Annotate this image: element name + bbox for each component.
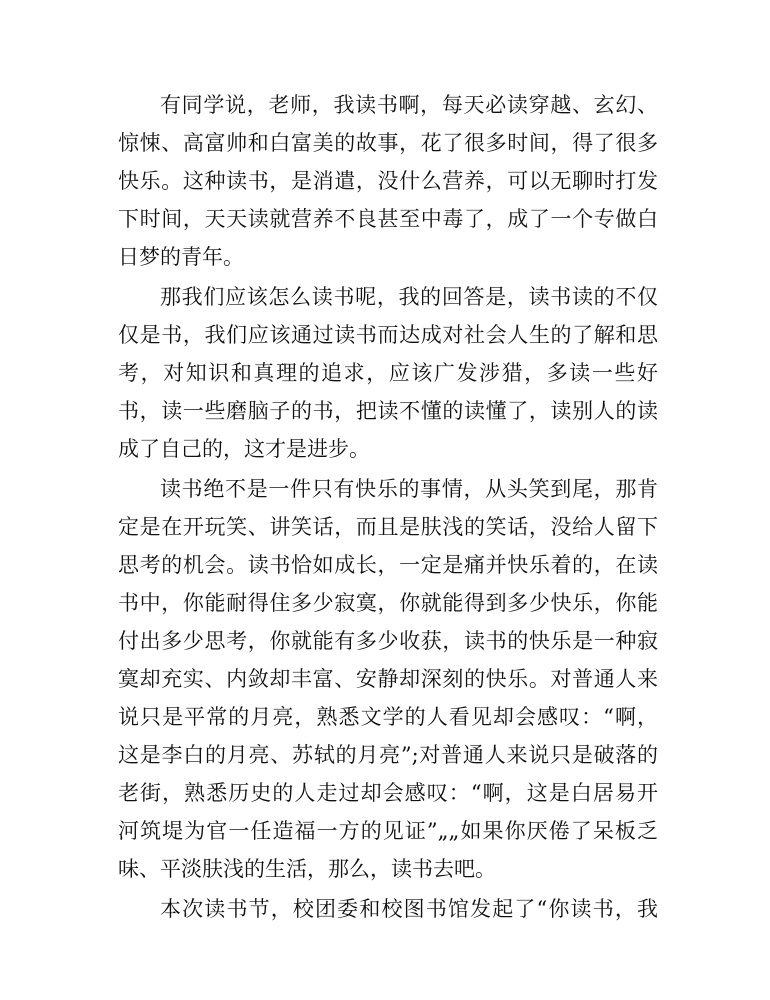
text-line: 考，对知识和真理的追求，应该广发涉猎，多读一些好	[118, 361, 658, 385]
text-line: 成了自己的，这才是进步。	[118, 437, 370, 461]
text-line: 读书绝不是一件只有快乐的事情，从头笑到尾，那肯	[160, 477, 658, 501]
paragraph-4	[118, 890, 658, 928]
text-line: 思考的机会。读书恰如成长，一定是痛并快乐着的，在读	[118, 553, 658, 577]
paragraph-3	[118, 470, 658, 888]
document-body	[118, 86, 658, 928]
text-line: 书，读一些磨脑子的书，把读不懂的读懂了，读别人的读	[118, 399, 658, 423]
text-line: 本次读书节，校团委和校图书馆发起了“你读书，我	[160, 897, 658, 921]
text-line: 味、平淡肤浅的生活，那么，读书去吧。	[118, 857, 496, 881]
text-line: 书中，你能耐得住多少寂寞，你就能得到多少快乐，你能	[118, 591, 658, 615]
text-line: 快乐。这种读书，是消遣，没什么营养，可以无聊时打发	[118, 169, 658, 193]
text-line: 仅是书，我们应该通过读书而达成对社会人生的了解和思	[118, 323, 658, 347]
text-line: 惊悚、高富帅和白富美的故事，花了很多时间，得了很多	[118, 131, 658, 155]
paragraph-2	[118, 278, 658, 468]
text-line: 河筑堤为官一任造福一方的见证”„„如果你厌倦了呆板乏	[118, 819, 658, 843]
text-line: 这是李白的月亮、苏轼的月亮”;对普通人来说只是破落的	[118, 743, 658, 767]
text-line: 说只是平常的月亮，熟悉文学的人看见却会感叹：“啊，	[118, 705, 658, 729]
text-line: 付出多少思考，你就能有多少收获，读书的快乐是一种寂	[118, 629, 658, 653]
paragraph-1	[118, 86, 658, 276]
text-line: 那我们应该怎么读书呢，我的回答是，读书读的不仅	[160, 285, 658, 309]
text-line: 日梦的青年。	[118, 245, 244, 269]
text-line: 寞却充实、内敛却丰富、安静却深刻的快乐。对普通人来	[118, 667, 658, 691]
text-line: 老街，熟悉历史的人走过却会感叹：“啊，这是白居易开	[118, 781, 658, 805]
text-line: 定是在开玩笑、讲笑话，而且是肤浅的笑话，没给人留下	[118, 515, 658, 539]
text-line: 有同学说，老师，我读书啊，每天必读穿越、玄幻、	[160, 93, 658, 117]
text-line: 下时间，天天读就营养不良甚至中毒了，成了一个专做白	[118, 207, 658, 231]
